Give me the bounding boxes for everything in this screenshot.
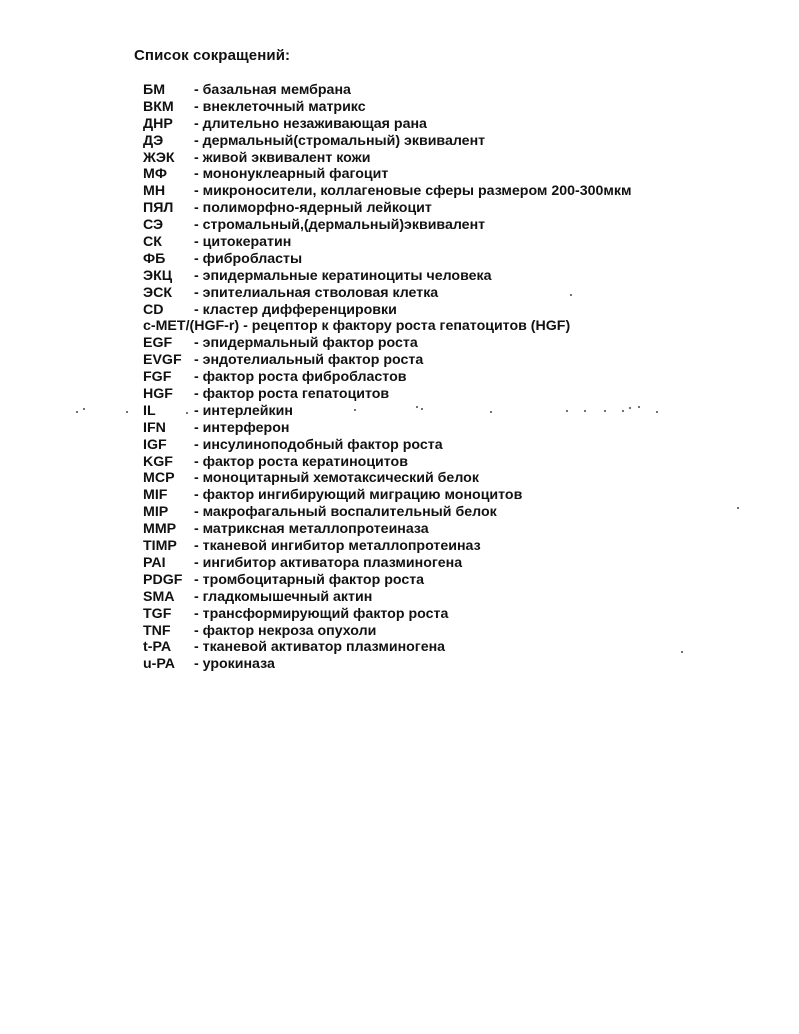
definition: - фактор некроза опухоли	[193, 622, 377, 639]
definition: - полиморфно-ядерный лейкоцит	[193, 200, 432, 217]
list-item	[143, 268, 632, 285]
scan-speck	[186, 412, 188, 414]
definition: - фактор роста фибробластов	[193, 369, 407, 386]
scan-speck	[737, 507, 739, 509]
abbreviation: EGF	[143, 335, 173, 352]
list-item	[143, 437, 632, 454]
scan-speck	[126, 411, 128, 413]
scan-speck	[584, 410, 586, 412]
definition: - макрофагальный воспалительный белок	[193, 504, 497, 521]
scan-speck	[604, 410, 606, 412]
scan-speck	[421, 408, 423, 410]
abbreviation: PAI	[143, 554, 166, 571]
abbreviation: FGF	[143, 369, 172, 386]
list-item	[143, 285, 632, 302]
definition: - эпидермальные кератиноциты человека	[193, 267, 492, 284]
page-title: Список сокращений:	[134, 47, 291, 64]
abbreviation: c-MET/(HGF-r)	[143, 318, 240, 335]
scan-speck	[570, 294, 572, 296]
list-item	[143, 217, 632, 234]
definition: - внеклеточный матрикс	[193, 98, 366, 115]
list-item	[143, 656, 632, 673]
list-item	[143, 251, 632, 268]
list-item	[143, 234, 632, 251]
definition: - эпидермальный фактор роста	[193, 335, 418, 352]
definition: - гладкомышечный актин	[193, 588, 373, 605]
abbreviation: CD	[143, 301, 164, 318]
list-item	[143, 166, 632, 183]
definition: - микроносители, коллагеновые сферы размером 200-300мкм	[193, 183, 632, 200]
abbreviation: MIF	[143, 487, 168, 504]
list-item	[143, 82, 632, 99]
list-item	[143, 99, 632, 116]
abbreviation: ЭКЦ	[143, 267, 173, 284]
abbreviation: ЖЭК	[143, 149, 175, 166]
abbreviation: TIMP	[143, 538, 177, 555]
list-item	[143, 555, 632, 572]
definition: - кластер дифференцировки	[193, 301, 397, 318]
list-item	[143, 487, 632, 504]
abbreviation: ФБ	[143, 250, 166, 267]
list-item	[143, 504, 632, 521]
definition: - фактор ингибирующий миграцию моноцитов	[193, 487, 523, 504]
abbreviation: ПЯЛ	[143, 200, 174, 217]
abbreviation: ДНР	[143, 115, 173, 132]
abbreviation: БМ	[143, 82, 166, 98]
definition: - урокиназа	[193, 656, 275, 673]
scan-speck	[622, 410, 624, 412]
list-item	[143, 572, 632, 589]
abbreviation: KGF	[143, 453, 173, 470]
list-item	[143, 318, 632, 335]
abbreviation: IGF	[143, 436, 167, 453]
abbreviation: СК	[143, 234, 162, 251]
definition: - рецептор к фактору роста гепатоцитов (HGF)	[243, 318, 571, 335]
list-item	[143, 335, 632, 352]
abbreviation: SMA	[143, 588, 175, 605]
abbreviation: ДЭ	[143, 132, 164, 149]
list-item	[143, 589, 632, 606]
definition: - базальная мембрана	[193, 82, 351, 98]
definition: - эндотелиальный фактор роста	[193, 352, 424, 369]
definition: - фактор роста гепатоцитов	[193, 386, 390, 403]
abbreviation: MMP	[143, 521, 177, 538]
definition: - ингибитор активатора плазминогена	[193, 554, 463, 571]
definition: - трансформирующий фактор роста	[193, 605, 449, 622]
definition: - фактор роста кератиноцитов	[193, 453, 408, 470]
list-item	[143, 369, 632, 386]
abbreviation: PDGF	[143, 571, 183, 588]
abbreviation: EVGF	[143, 352, 182, 369]
list-item	[143, 470, 632, 487]
list-item	[143, 521, 632, 538]
definition: - тромбоцитарный фактор роста	[193, 571, 425, 588]
abbreviation: ЭСК	[143, 284, 172, 301]
abbreviation: МФ	[143, 166, 167, 183]
definition: - живой эквивалент кожи	[193, 149, 371, 166]
definition: - мононуклеарный фагоцит	[193, 166, 389, 183]
abbreviation: СЭ	[143, 217, 164, 234]
list-item	[143, 606, 632, 623]
abbreviation: TGF	[143, 605, 172, 622]
definition: - интерферон	[193, 419, 290, 436]
definition: - длительно незаживающая рана	[193, 115, 427, 132]
scan-speck	[656, 411, 658, 413]
scan-speck	[638, 406, 640, 408]
abbreviation: ВКМ	[143, 98, 174, 115]
list-item	[143, 538, 632, 555]
scan-speck	[416, 406, 418, 408]
list-item	[143, 200, 632, 217]
abbreviation: МН	[143, 183, 166, 200]
definition: - инсулиноподобный фактор роста	[193, 436, 443, 453]
list-item	[143, 454, 632, 471]
list-item	[143, 150, 632, 167]
definition: - фибробласты	[193, 250, 303, 267]
abbreviation: MCP	[143, 470, 175, 487]
abbreviation: IL	[143, 402, 156, 419]
scan-speck	[566, 410, 568, 412]
definition: - тканевой активатор плазминогена	[193, 639, 446, 656]
scan-speck	[681, 651, 683, 653]
abbreviation: u-PA	[143, 656, 176, 673]
list-item	[143, 386, 632, 403]
abbreviation: MIP	[143, 504, 169, 521]
scan-speck	[629, 407, 631, 409]
scan-speck	[83, 408, 85, 410]
definition: - матриксная металлопротеиназа	[193, 521, 429, 538]
abbreviation: t-PA	[143, 639, 172, 656]
abbreviation-list	[143, 82, 632, 673]
list-item	[143, 352, 632, 369]
list-item	[143, 183, 632, 200]
list-item	[143, 403, 632, 420]
scan-speck	[76, 411, 78, 413]
list-item	[143, 420, 632, 437]
definition: - эпителиальная стволовая клетка	[193, 284, 439, 301]
definition: - дермальный(стромальный) эквивалент	[193, 132, 486, 149]
list-item	[143, 116, 632, 133]
abbreviation: TNF	[143, 622, 171, 639]
abbreviation: IFN	[143, 419, 166, 436]
list-item	[143, 623, 632, 640]
definition: - цитокератин	[193, 234, 292, 251]
list-item	[143, 639, 632, 656]
definition: - интерлейкин	[193, 402, 293, 419]
list-item	[143, 133, 632, 150]
scan-speck	[490, 411, 492, 413]
scan-speck	[354, 409, 356, 411]
definition: - моноцитарный хемотаксический белок	[193, 470, 479, 487]
definition: - тканевой ингибитор металлопротеиназ	[193, 538, 481, 555]
abbreviation: HGF	[143, 386, 173, 403]
list-item	[143, 302, 632, 319]
definition: - стромальный,(дермальный)эквивалент	[193, 217, 486, 234]
